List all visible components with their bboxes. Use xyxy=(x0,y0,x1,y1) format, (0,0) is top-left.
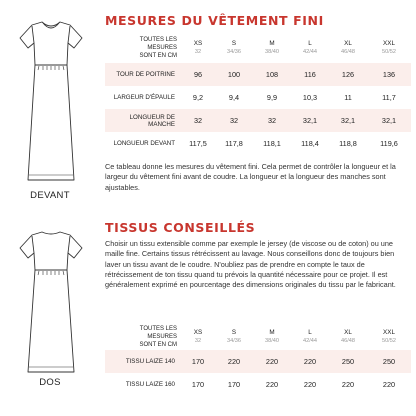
fabrics-title: TISSUS CONSEILLÉS xyxy=(105,220,256,235)
size-m: M 38/40 xyxy=(265,40,279,55)
cell: 100 xyxy=(227,70,241,79)
cell: 250 xyxy=(382,357,396,366)
size-xxl: XXL 50/52 xyxy=(382,40,396,55)
cell: 170 xyxy=(227,380,241,389)
cell: 118,8 xyxy=(339,139,357,148)
size-xs: XS 32 xyxy=(193,328,203,344)
size-l: L 42/44 xyxy=(303,328,317,344)
cell: 250 xyxy=(341,357,355,366)
cell: 119,6 xyxy=(380,139,398,148)
cell: 96 xyxy=(193,70,203,79)
row-label: TOUR DE POITRINE xyxy=(116,71,175,78)
row-label: TISSU LAIZE 160 xyxy=(125,381,175,388)
front-label: DEVANT xyxy=(30,190,70,201)
cell: 220 xyxy=(382,380,396,389)
cell: 9,4 xyxy=(228,93,240,102)
cell: 32,1 xyxy=(302,116,318,125)
row-label: LARGEUR D'ÉPAULE xyxy=(113,94,175,101)
cell: 10,3 xyxy=(302,93,318,102)
cell: 220 xyxy=(265,380,279,389)
table-row xyxy=(105,109,411,132)
cell: 11,7 xyxy=(382,93,396,102)
cell: 32,1 xyxy=(340,116,356,125)
cell: 32,1 xyxy=(381,116,397,125)
cell: 32 xyxy=(229,116,239,125)
measures-title: MESURES DU VÊTEMENT FINI xyxy=(105,13,324,28)
size-xs: XS 32 xyxy=(193,40,203,55)
row-label: LONGUEUR DE MANCHE xyxy=(129,113,175,128)
cell: 117,5 xyxy=(189,139,207,148)
size-xxl: XXL 50/52 xyxy=(382,328,396,344)
cell: 118,4 xyxy=(301,139,319,148)
dress-front-illustration xyxy=(6,10,96,190)
cell: 32 xyxy=(193,116,203,125)
table-row xyxy=(105,63,411,86)
size-m: M 38/40 xyxy=(265,328,279,344)
table-row xyxy=(105,373,411,396)
cell: 170 xyxy=(191,357,205,366)
cell: 170 xyxy=(191,380,205,389)
size-xl: XL 46/48 xyxy=(341,328,355,344)
cell: 220 xyxy=(303,380,317,389)
cell: 220 xyxy=(341,380,355,389)
fabrics-header-row xyxy=(105,323,411,350)
cell: 220 xyxy=(303,357,317,366)
measures-table xyxy=(105,33,411,155)
cell: 220 xyxy=(227,357,241,366)
cell: 108 xyxy=(265,70,279,79)
table-row xyxy=(105,350,411,373)
units-note: TOUTES LES MESURES SONT EN CM xyxy=(139,325,177,348)
cell: 136 xyxy=(382,70,396,79)
size-xl: XL 46/48 xyxy=(341,40,355,55)
cell: 9,2 xyxy=(192,93,204,102)
cell: 32 xyxy=(267,116,277,125)
row-label: LONGUEUR DEVANT xyxy=(113,140,175,147)
cell: 118,1 xyxy=(263,139,281,148)
fabrics-text: Choisir un tissu extensible comme par exemple le jersey (de viscose ou de coton) ou une maille fine. Certains tissus rétrécissent au lavage. Nous conseillons donc de toujours bien laver un tissu avant de le coudre. N'oubliez pas de prendre en compte le taux de rétrécissement de ton tissu quand tu prévois la quantité nécessaire pour ce projet. Il est généralement exprimé en pourcentage des dimensions originales du tissu par le fabricant. xyxy=(105,239,396,290)
cell: 9,9 xyxy=(266,93,278,102)
table-row xyxy=(105,132,411,155)
size-s: S 34/36 xyxy=(227,328,241,344)
cell: 220 xyxy=(265,357,279,366)
cell: 11 xyxy=(344,93,352,102)
measures-header-row xyxy=(105,33,411,63)
size-s: S 34/36 xyxy=(227,40,241,55)
units-note: TOUTES LES MESURES SONT EN CM xyxy=(139,37,177,59)
back-label: DOS xyxy=(39,377,61,388)
fabrics-table xyxy=(105,323,411,396)
size-l: L 42/44 xyxy=(303,40,317,55)
row-label: TISSU LAIZE 140 xyxy=(125,358,175,365)
cell: 126 xyxy=(341,70,355,79)
dress-back-illustration xyxy=(6,222,96,377)
measures-note: Ce tableau donne les mesures du vêtement fini. Cela permet de contrôler la longueur et la largeur du vêtement fini avant de coudre. La longueur et la longueur des manches sont ajustables. xyxy=(105,162,396,192)
cell: 117,8 xyxy=(225,139,243,148)
table-row xyxy=(105,86,411,109)
cell: 116 xyxy=(304,70,316,79)
